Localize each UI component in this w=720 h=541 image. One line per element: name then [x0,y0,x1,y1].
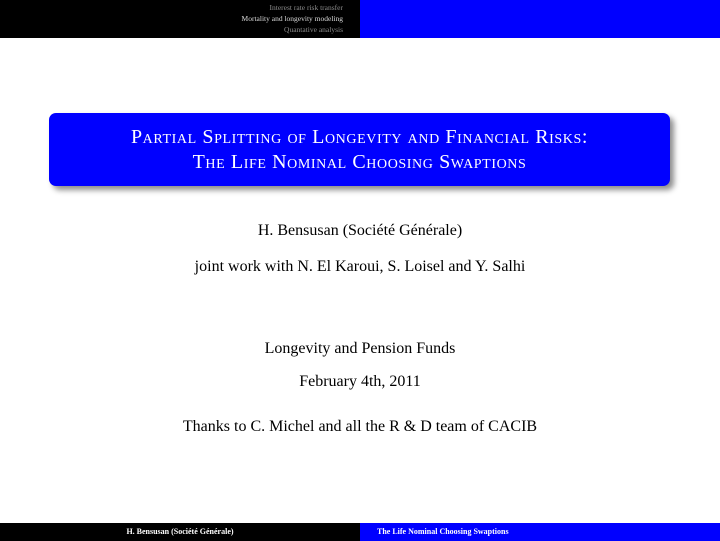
footer-title: The Life Nominal Choosing Swaptions [377,527,509,536]
footer-title-area [360,523,720,541]
coauthors: joint work with N. El Karoui, S. Loisel and Y. Salhi [194,258,526,275]
header-accent-panel [360,0,720,38]
footer-author: H. Bensusan (Société Générale) [126,527,234,536]
presentation-date: February 4th, 2011 [299,373,421,390]
nav-section-interest-rate[interactable]: Interest rate risk transfer [269,3,343,12]
title-block [49,113,670,186]
header-nav-panel [0,0,360,38]
footer-bar [0,523,720,541]
nav-section-mortality[interactable]: Mortality and longevity modeling [241,14,343,23]
nav-section-quantative[interactable]: Quantative analysis [284,25,343,34]
header-bar [0,0,720,38]
conference-name: Longevity and Pension Funds [264,340,456,357]
slide-title-line-1: Partial Splitting of Longevity and Financial Risks: [130,126,589,148]
acknowledgements: Thanks to C. Michel and all the R & D team of CACIB [182,418,538,435]
author: H. Bensusan (Société Générale) [257,222,463,239]
slide-title-line-2: The Life Nominal Choosing Swaptions [192,151,527,173]
